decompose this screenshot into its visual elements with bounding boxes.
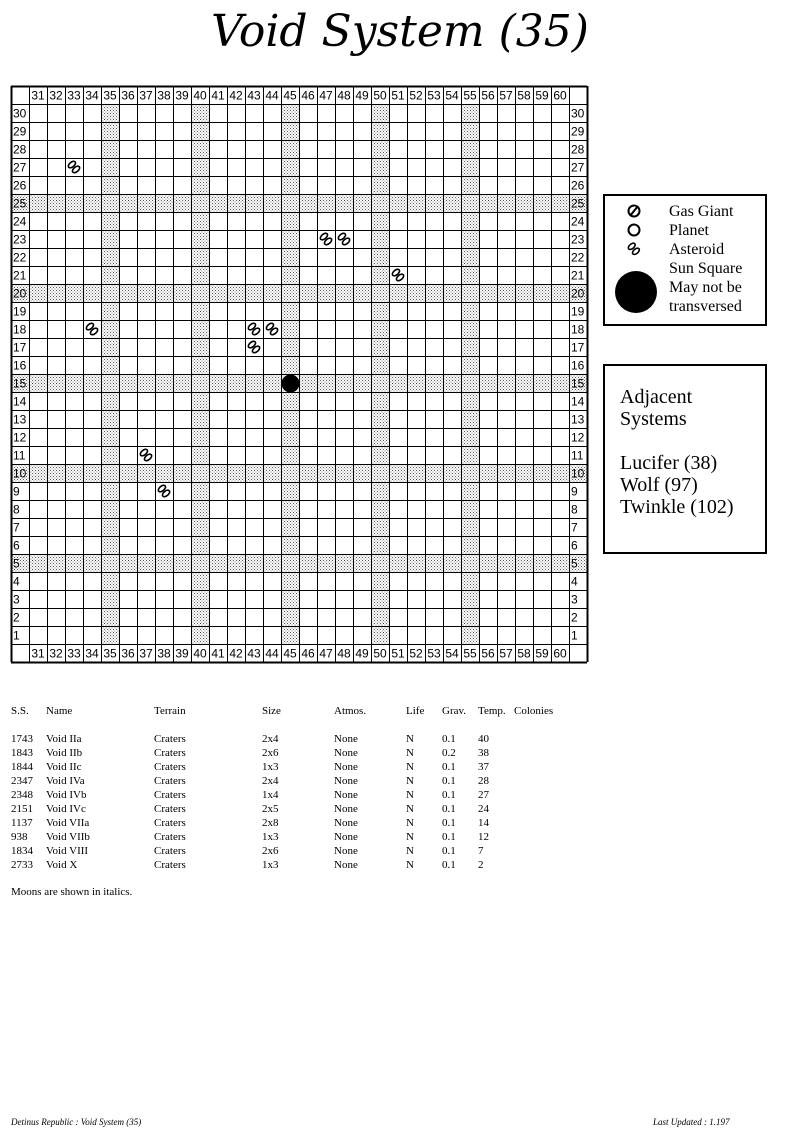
footer-right: Last Updated : 1.197: [653, 1117, 730, 1127]
asteroid-marker: [139, 448, 153, 462]
table-cell: 12: [478, 831, 489, 843]
column-label-top: 45: [283, 88, 297, 103]
table-cell: 2347: [11, 775, 33, 787]
table-header: Terrain: [154, 705, 186, 717]
table-cell: N: [406, 775, 414, 787]
table-cell: Void IVc: [46, 803, 86, 815]
row-label-right: 7: [571, 520, 578, 535]
table-cell: Void IIb: [46, 747, 83, 759]
column-label-bottom: 42: [229, 646, 243, 661]
column-label-bottom: 41: [211, 646, 225, 661]
row-label-right: 17: [571, 340, 585, 355]
table-cell: None: [334, 747, 358, 759]
asteroid-marker: [337, 232, 351, 246]
table-cell: 38: [478, 747, 489, 759]
column-label-bottom: 58: [517, 646, 531, 661]
row-label-left: 10: [13, 466, 27, 481]
column-label-top: 59: [535, 88, 549, 103]
table-cell: 2348: [11, 789, 33, 801]
column-label-top: 39: [175, 88, 189, 103]
column-label-top: 37: [139, 88, 153, 103]
row-label-left: 25: [13, 196, 27, 211]
table-cell: Craters: [154, 789, 186, 801]
table-cell: 0.1: [442, 817, 456, 829]
column-label-bottom: 32: [49, 646, 63, 661]
table-cell: Void IIa: [46, 733, 82, 745]
table-cell: None: [334, 789, 358, 801]
row-label-left: 29: [13, 124, 27, 139]
table-cell: 40: [478, 733, 489, 745]
table-cell: 0.1: [442, 845, 456, 857]
table-cell: Craters: [154, 831, 186, 843]
table-cell: 2733: [11, 859, 33, 871]
planet-icon: [627, 223, 641, 237]
column-label-top: 36: [121, 88, 135, 103]
row-label-left: 14: [13, 394, 27, 409]
table-cell: 938: [11, 831, 28, 843]
table-cell: 0.1: [442, 803, 456, 815]
column-label-bottom: 55: [463, 646, 477, 661]
table-header: Size: [262, 705, 281, 717]
table-cell: Craters: [154, 761, 186, 773]
table-cell: 37: [478, 761, 489, 773]
table-cell: Craters: [154, 845, 186, 857]
column-label-top: 34: [85, 88, 99, 103]
row-label-left: 6: [13, 538, 20, 553]
row-label-left: 4: [13, 574, 20, 589]
row-label-right: 5: [571, 556, 578, 571]
column-label-top: 52: [409, 88, 423, 103]
column-label-bottom: 59: [535, 646, 549, 661]
page-title: Void System (35): [211, 6, 589, 57]
column-label-bottom: 46: [301, 646, 315, 661]
row-label-right: 10: [571, 466, 585, 481]
column-label-top: 57: [499, 88, 513, 103]
column-label-bottom: 53: [427, 646, 441, 661]
table-cell: N: [406, 747, 414, 759]
row-label-right: 19: [571, 304, 585, 319]
column-label-bottom: 36: [121, 646, 135, 661]
table-cell: 2x6: [262, 747, 279, 759]
column-label-bottom: 60: [553, 646, 567, 661]
table-cell: 14: [478, 817, 489, 829]
asteroid-marker: [67, 160, 81, 174]
row-label-right: 15: [571, 376, 585, 391]
column-label-top: 33: [67, 88, 81, 103]
column-label-bottom: 31: [31, 646, 45, 661]
column-label-bottom: 37: [139, 646, 153, 661]
column-label-top: 47: [319, 88, 333, 103]
table-cell: None: [334, 859, 358, 871]
column-label-top: 49: [355, 88, 369, 103]
row-label-left: 2: [13, 610, 20, 625]
table-cell: Void IVb: [46, 789, 87, 801]
row-label-left: 30: [13, 106, 27, 121]
row-label-left: 7: [13, 520, 20, 535]
table-cell: None: [334, 817, 358, 829]
asteroid-marker: [157, 484, 171, 498]
row-label-right: 29: [571, 124, 585, 139]
row-label-right: 4: [571, 574, 578, 589]
sun-marker: [282, 375, 300, 393]
table-cell: 1743: [11, 733, 33, 745]
column-label-bottom: 50: [373, 646, 387, 661]
column-label-top: 56: [481, 88, 495, 103]
table-cell: 1844: [11, 761, 33, 773]
column-label-top: 50: [373, 88, 387, 103]
row-label-left: 22: [13, 250, 27, 265]
row-label-left: 23: [13, 232, 27, 247]
table-cell: Void IVa: [46, 775, 85, 787]
row-label-left: 16: [13, 358, 27, 373]
column-label-top: 53: [427, 88, 441, 103]
column-label-bottom: 57: [499, 646, 513, 661]
table-header: Grav.: [442, 705, 467, 717]
table-cell: 0.2: [442, 747, 456, 759]
row-label-left: 1: [13, 628, 20, 643]
column-label-bottom: 38: [157, 646, 171, 661]
table-header: Name: [46, 705, 73, 717]
row-label-right: 14: [571, 394, 585, 409]
table-cell: Craters: [154, 859, 186, 871]
row-label-left: 20: [13, 286, 27, 301]
row-label-left: 15: [13, 376, 27, 391]
table-cell: N: [406, 859, 414, 871]
star-map-grid: [11, 86, 587, 662]
column-label-bottom: 34: [85, 646, 99, 661]
row-label-left: 17: [13, 340, 27, 355]
asteroid-marker: [319, 232, 333, 246]
table-cell: Void X: [46, 859, 78, 871]
table-cell: None: [334, 733, 358, 745]
column-label-top: 44: [265, 88, 279, 103]
table-cell: 1x3: [262, 859, 279, 871]
table-header: Life: [406, 705, 425, 717]
column-label-top: 60: [553, 88, 567, 103]
table-cell: 1x3: [262, 761, 279, 773]
column-label-bottom: 52: [409, 646, 423, 661]
adjacent-system-item: Lucifer (38): [620, 452, 718, 474]
row-label-left: 26: [13, 178, 27, 193]
row-label-right: 9: [571, 484, 578, 499]
table-cell: N: [406, 845, 414, 857]
row-label-left: 19: [13, 304, 27, 319]
table-cell: None: [334, 761, 358, 773]
row-label-right: 24: [571, 214, 585, 229]
map-svg: [11, 86, 587, 662]
table-cell: Void VIIb: [46, 831, 90, 843]
row-label-right: 12: [571, 430, 585, 445]
table-cell: 2x8: [262, 817, 279, 829]
row-label-right: 2: [571, 610, 578, 625]
table-cell: 2x4: [262, 775, 279, 787]
adjacent-system-item: Wolf (97): [620, 474, 698, 496]
table-cell: 0.1: [442, 831, 456, 843]
column-label-top: 40: [193, 88, 207, 103]
table-cell: 24: [478, 803, 489, 815]
asteroid-marker: [247, 322, 261, 336]
table-header: Temp.: [478, 705, 506, 717]
row-label-left: 28: [13, 142, 27, 157]
row-label-left: 11: [13, 448, 26, 463]
table-cell: 1x4: [262, 789, 279, 801]
row-label-right: 8: [571, 502, 578, 517]
row-label-right: 13: [571, 412, 585, 427]
column-label-bottom: 56: [481, 646, 495, 661]
table-cell: 1843: [11, 747, 33, 759]
column-label-top: 31: [31, 88, 45, 103]
column-label-bottom: 48: [337, 646, 351, 661]
table-cell: 0.1: [442, 761, 456, 773]
moons-note: Moons are shown in italics.: [11, 886, 133, 898]
table-cell: 1834: [11, 845, 33, 857]
column-label-top: 58: [517, 88, 531, 103]
table-cell: 2: [478, 859, 484, 871]
table-header: Colonies: [514, 705, 554, 717]
row-label-left: 18: [13, 322, 27, 337]
row-label-left: 3: [13, 592, 20, 607]
table-cell: Craters: [154, 817, 186, 829]
row-label-right: 6: [571, 538, 578, 553]
column-label-top: 38: [157, 88, 171, 103]
sun-square-icon: [614, 270, 658, 314]
asteroid-marker: [85, 322, 99, 336]
table-cell: None: [334, 775, 358, 787]
table-cell: Void VIIa: [46, 817, 90, 829]
footer-left: Detinus Republic : Void System (35): [11, 1117, 142, 1127]
table-cell: None: [334, 845, 358, 857]
column-label-top: 46: [301, 88, 315, 103]
row-label-left: 9: [13, 484, 20, 499]
column-label-top: 35: [103, 88, 117, 103]
column-label-top: 32: [49, 88, 63, 103]
row-label-left: 21: [13, 268, 27, 283]
column-label-bottom: 43: [247, 646, 261, 661]
column-label-bottom: 39: [175, 646, 189, 661]
asteroid-icon: [627, 242, 641, 256]
table-cell: N: [406, 761, 414, 773]
table-cell: 0.1: [442, 859, 456, 871]
table-cell: N: [406, 789, 414, 801]
gas-giant-icon: [627, 204, 641, 218]
table-cell: N: [406, 831, 414, 843]
asteroid-marker: [265, 322, 279, 336]
column-label-bottom: 33: [67, 646, 81, 661]
column-label-top: 55: [463, 88, 477, 103]
table-cell: Craters: [154, 803, 186, 815]
table-cell: 0.1: [442, 789, 456, 801]
adjacent-systems-box: [603, 364, 767, 554]
table-cell: 0.1: [442, 775, 456, 787]
adjacent-systems-title: Adjacent Systems: [620, 386, 693, 430]
row-label-right: 3: [571, 592, 578, 607]
column-label-bottom: 47: [319, 646, 333, 661]
table-cell: 28: [478, 775, 489, 787]
column-label-top: 42: [229, 88, 243, 103]
column-label-bottom: 45: [283, 646, 297, 661]
column-label-top: 51: [391, 88, 405, 103]
table-cell: 0.1: [442, 733, 456, 745]
table-header: S.S.: [11, 705, 29, 717]
adjacent-system-item: Twinkle (102): [620, 496, 734, 518]
column-label-bottom: 51: [391, 646, 405, 661]
column-label-top: 43: [247, 88, 261, 103]
column-label-top: 54: [445, 88, 459, 103]
row-label-right: 1: [571, 628, 578, 643]
table-cell: Void IIc: [46, 761, 82, 773]
table-cell: 1x3: [262, 831, 279, 843]
row-label-left: 8: [13, 502, 20, 517]
row-label-right: 28: [571, 142, 585, 157]
asteroid-marker: [247, 340, 261, 354]
column-label-bottom: 40: [193, 646, 207, 661]
table-cell: 7: [478, 845, 484, 857]
table-cell: N: [406, 803, 414, 815]
table-cell: 2151: [11, 803, 33, 815]
table-cell: Void VIII: [46, 845, 89, 857]
row-label-left: 27: [13, 160, 27, 175]
row-label-right: 20: [571, 286, 585, 301]
table-cell: 2x4: [262, 733, 279, 745]
column-label-top: 48: [337, 88, 351, 103]
row-label-right: 27: [571, 160, 585, 175]
column-label-bottom: 49: [355, 646, 369, 661]
row-label-left: 13: [13, 412, 27, 427]
column-label-top: 41: [211, 88, 225, 103]
table-cell: None: [334, 803, 358, 815]
row-label-right: 21: [571, 268, 585, 283]
row-label-right: 30: [571, 106, 585, 121]
row-label-right: 23: [571, 232, 585, 247]
row-label-right: 22: [571, 250, 585, 265]
asteroid-marker: [391, 268, 405, 282]
column-label-bottom: 35: [103, 646, 117, 661]
table-cell: 2x5: [262, 803, 279, 815]
table-cell: Craters: [154, 747, 186, 759]
legend-box: Gas Giant Planet Asteroid Sun Square May not be transversed: [603, 194, 767, 326]
column-label-bottom: 54: [445, 646, 459, 661]
table-cell: 27: [478, 789, 489, 801]
row-label-right: 16: [571, 358, 585, 373]
row-label-left: 12: [13, 430, 27, 445]
table-cell: N: [406, 817, 414, 829]
row-label-right: 18: [571, 322, 585, 337]
table-header: Atmos.: [334, 705, 367, 717]
table-cell: Craters: [154, 733, 186, 745]
table-cell: 1137: [11, 817, 33, 829]
table-cell: N: [406, 733, 414, 745]
row-label-right: 25: [571, 196, 585, 211]
table-cell: 2x6: [262, 845, 279, 857]
table-cell: None: [334, 831, 358, 843]
column-label-bottom: 44: [265, 646, 279, 661]
table-cell: Craters: [154, 775, 186, 787]
row-label-left: 24: [13, 214, 27, 229]
row-label-left: 5: [13, 556, 20, 571]
row-label-right: 11: [571, 448, 584, 463]
row-label-right: 26: [571, 178, 585, 193]
